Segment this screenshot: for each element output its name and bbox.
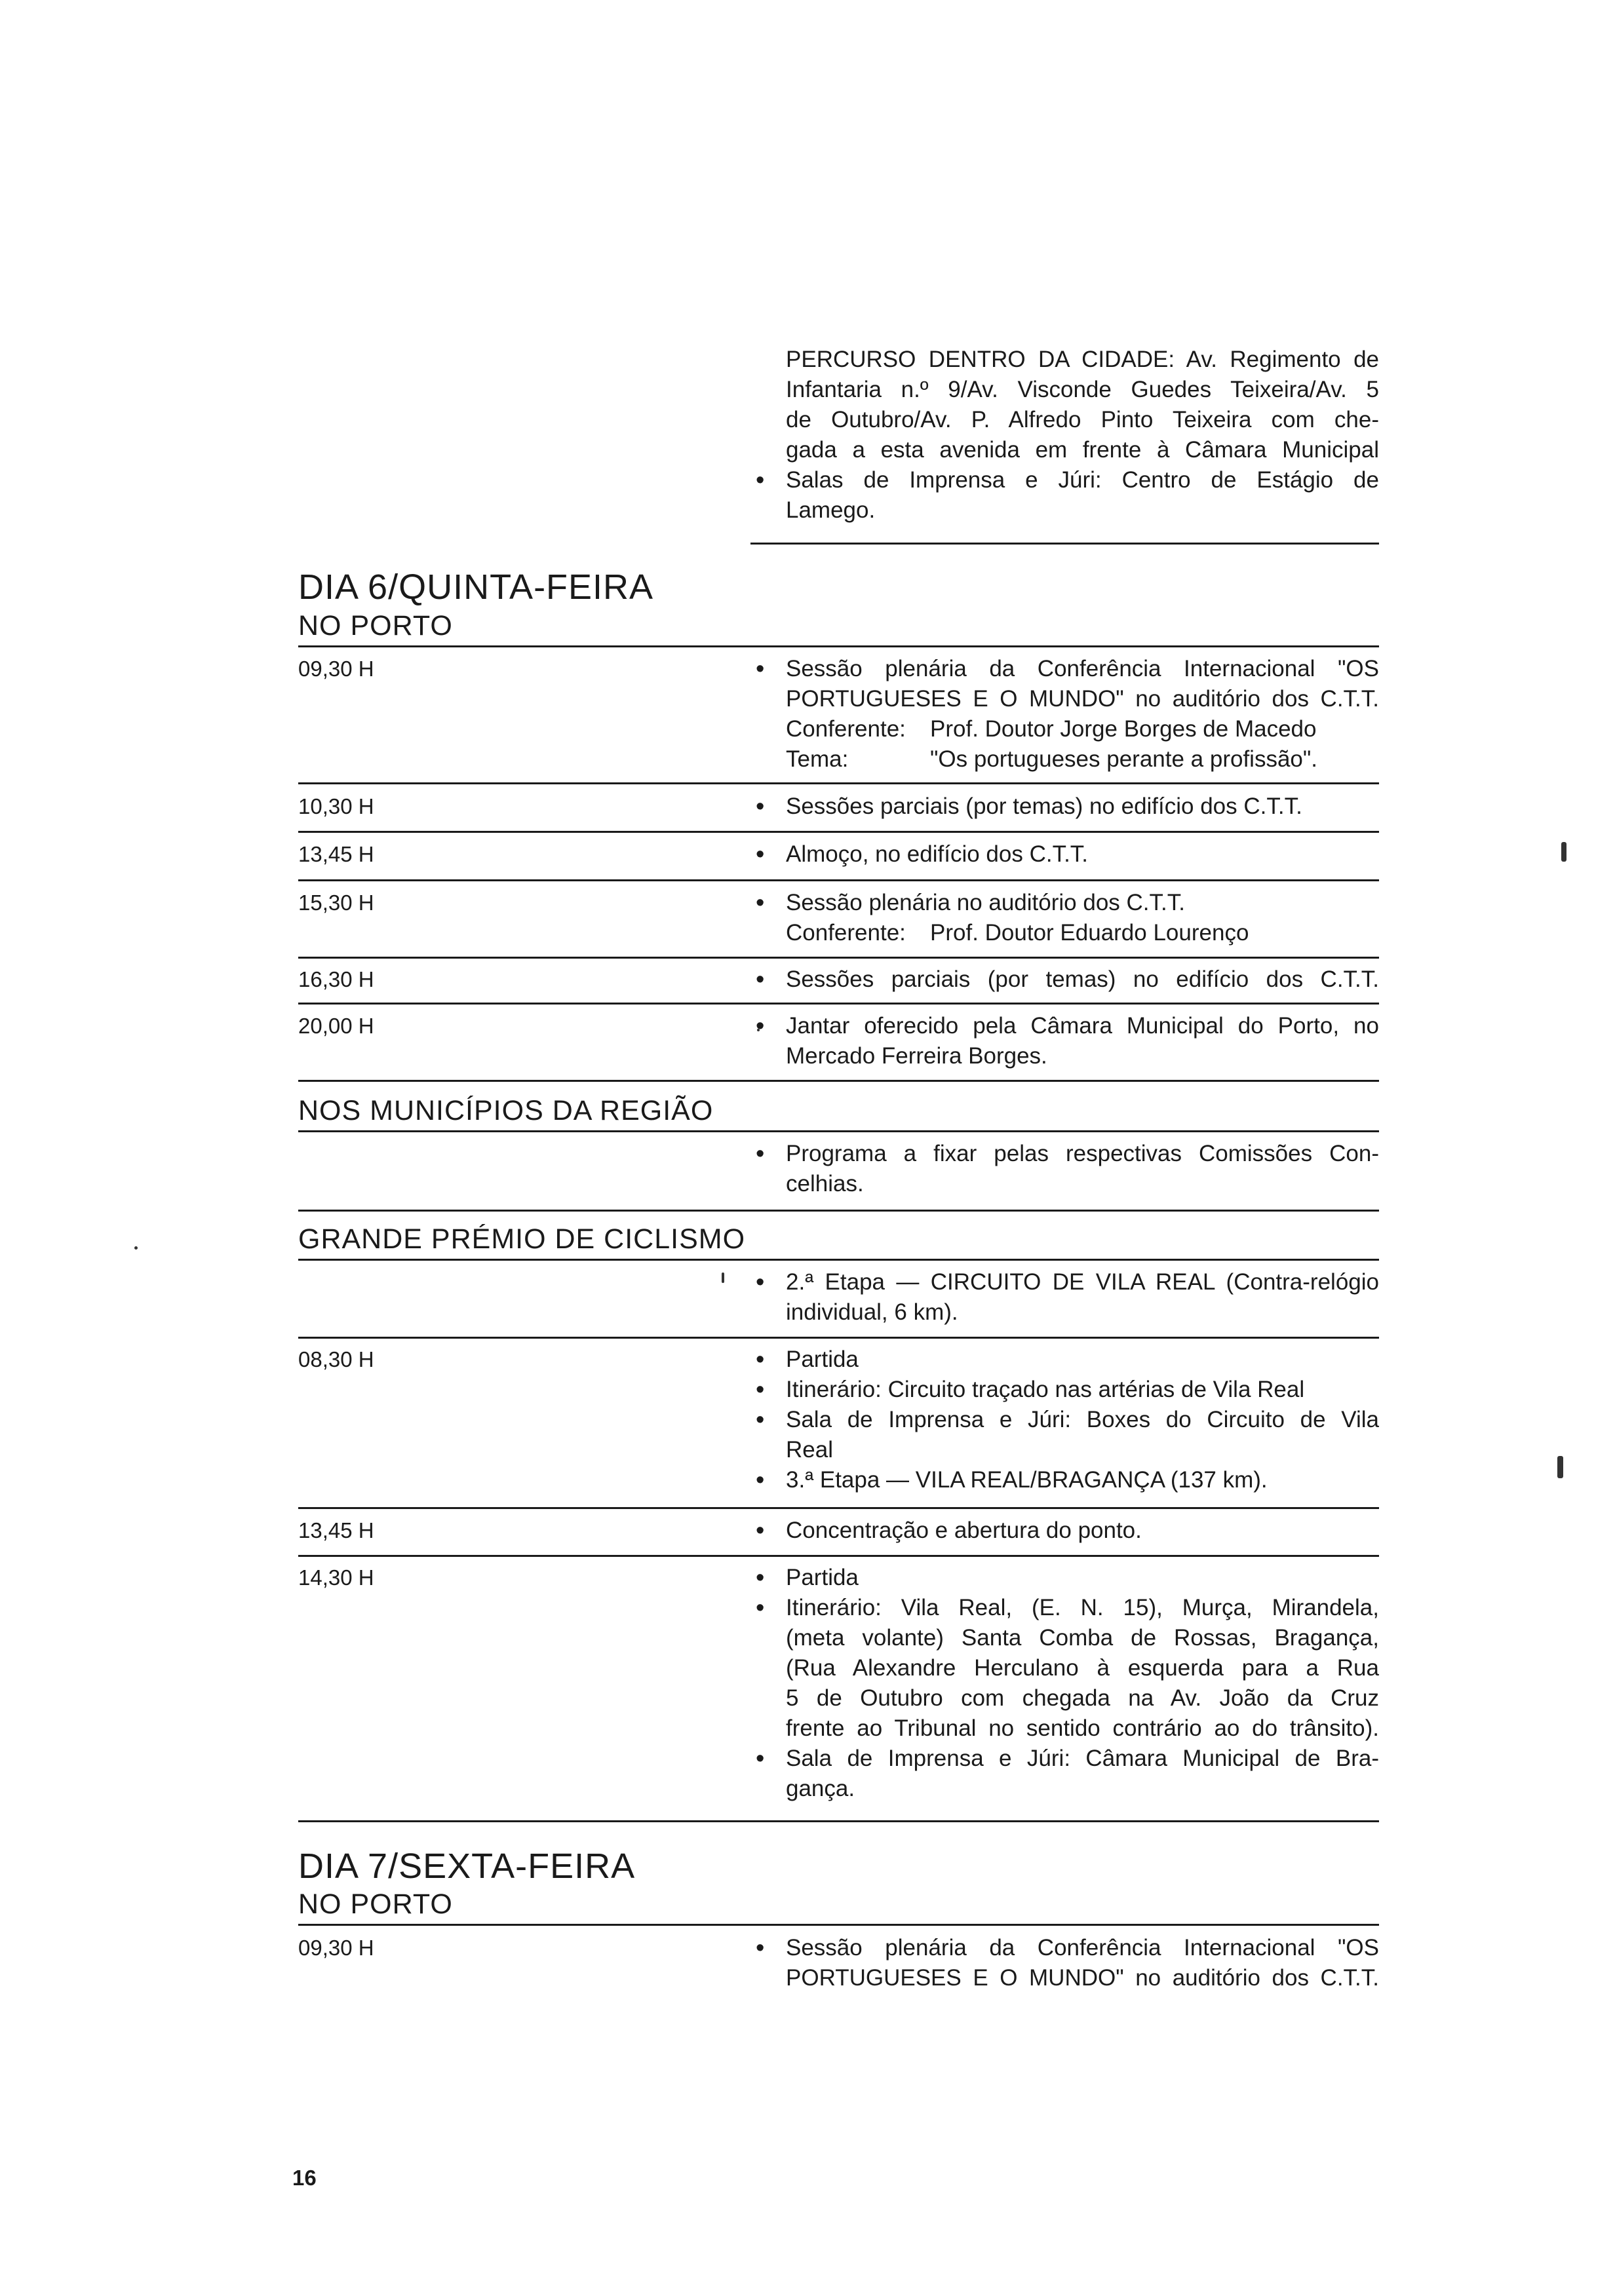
- divider: [298, 1080, 1379, 1082]
- day-title: DIA 6/QUINTA-FEIRA: [298, 567, 654, 607]
- divider: [298, 1003, 1379, 1004]
- detail-value: Prof. Doutor Jorge Borges de Macedo: [930, 716, 1317, 742]
- entry-line: Real: [786, 1437, 833, 1463]
- detail-label: Tema:: [786, 746, 849, 772]
- entry-line: • Sala de Imprensa e Júri: Câmara Municipal de Bra-: [786, 1744, 1379, 1774]
- scan-speck: [134, 1246, 138, 1250]
- detail-label: Conferente:: [786, 920, 906, 946]
- divider: [298, 1507, 1379, 1509]
- divider: [298, 1210, 1379, 1212]
- entry-line: frente ao Tribunal no sentido contrário ao do trânsito).: [786, 1715, 1379, 1741]
- intro-bullet-line: • Salas de Imprensa e Júri: Centro de Estágio de: [786, 465, 1379, 495]
- time-label: 08,30 H: [298, 1347, 374, 1371]
- divider: [298, 1337, 1379, 1339]
- time-label: 09,30 H: [298, 657, 374, 681]
- divider: [298, 1130, 1379, 1132]
- intro-line: gada a esta avenida em frente à Câmara Municipal: [786, 437, 1379, 463]
- entry-line: • Sessões parciais (por temas) no edifício dos C.T.T.: [786, 965, 1379, 995]
- entry-detail: [786, 744, 1379, 775]
- entry-line: • Itinerário: Circuito traçado nas artérias de Vila Real: [786, 1375, 1379, 1405]
- divider: [298, 1555, 1379, 1557]
- intro-line: PERCURSO DENTRO DA CIDADE: Av. Regimento de: [786, 347, 1379, 372]
- scan-speck: [1561, 842, 1566, 862]
- time-label: 20,00 H: [298, 1014, 374, 1038]
- scan-speck: [722, 1272, 724, 1283]
- schedule-entry: [786, 888, 1379, 948]
- entry-line: • Sala de Imprensa e Júri: Boxes do Circuito de Vila: [786, 1405, 1379, 1435]
- entry-detail: [786, 714, 1379, 744]
- entry-line: individual, 6 km).: [786, 1299, 958, 1325]
- entry-line: PORTUGUESES E O MUNDO" no auditório dos C.T.T.: [786, 686, 1379, 712]
- entry-detail: [786, 918, 1379, 948]
- schedule-entry: [786, 1563, 1379, 1804]
- entry-line: celhias.: [786, 1171, 864, 1196]
- entry-line: • Partida: [786, 1345, 1379, 1375]
- divider: [298, 1924, 1379, 1926]
- entry-line: • Concentração e abertura do ponto.: [786, 1516, 1379, 1546]
- entry-line: Mercado Ferreira Borges.: [786, 1043, 1047, 1069]
- entry-line: • Almoço, no edifício dos C.T.T.: [786, 839, 1379, 870]
- intro-paragraph: [786, 345, 1379, 526]
- entry-line: • Sessão plenária no auditório dos C.T.T.: [786, 888, 1379, 918]
- detail-value: "Os portugueses perante a profissão".: [930, 746, 1318, 772]
- section-heading: NO PORTO: [298, 610, 453, 641]
- schedule-entry: [786, 1267, 1379, 1328]
- divider: [298, 782, 1379, 784]
- time-label: 14,30 H: [298, 1565, 374, 1590]
- entry-line: • 2.ª Etapa — CIRCUITO DE VILA REAL (Contra-relógio: [786, 1267, 1379, 1297]
- intro-bullet-line: Lamego.: [786, 497, 876, 523]
- divider: [298, 645, 1379, 647]
- schedule-entry: [786, 965, 1379, 995]
- entry-line: • Sessões parciais (por temas) no edifício dos C.T.T.: [786, 792, 1379, 822]
- detail-value: Prof. Doutor Eduardo Lourenço: [930, 920, 1249, 946]
- divider: [298, 1820, 1379, 1822]
- time-label: 16,30 H: [298, 967, 374, 991]
- section-heading: NO PORTO: [298, 1888, 453, 1920]
- entry-line: gança.: [786, 1776, 855, 1801]
- time-label: 13,45 H: [298, 842, 374, 866]
- entry-line: • Partida: [786, 1563, 1379, 1593]
- entry-line: • Itinerário: Vila Real, (E. N. 15), Murça, Mirandela,: [786, 1593, 1379, 1623]
- entry-line: PORTUGUESES E O MUNDO" no auditório dos C.T.T.: [786, 1965, 1379, 1991]
- time-label: 15,30 H: [298, 890, 374, 915]
- intro-line: de Outubro/Av. P. Alfredo Pinto Teixeira com che-: [786, 407, 1379, 432]
- scan-speck: [757, 1029, 760, 1031]
- scan-speck: [1557, 1456, 1563, 1478]
- entry-line: 5 de Outubro com chegada na Av. João da Cruz: [786, 1685, 1379, 1711]
- entry-line: • Sessão plenária da Conferência Internacional "OS: [786, 654, 1379, 684]
- schedule-entry: [786, 1139, 1379, 1199]
- schedule-entry: [786, 839, 1379, 870]
- section-heading: GRANDE PRÉMIO DE CICLISMO: [298, 1223, 746, 1255]
- divider: [750, 543, 1379, 545]
- entry-line: • 3.ª Etapa — VILA REAL/BRAGANÇA (137 km).: [786, 1465, 1379, 1495]
- entry-line: (Rua Alexandre Herculano à esquerda para a Rua: [786, 1655, 1379, 1681]
- divider: [298, 957, 1379, 959]
- day-title: DIA 7/SEXTA-FEIRA: [298, 1846, 636, 1886]
- schedule-entry: [786, 654, 1379, 775]
- page-number: 16: [292, 2166, 317, 2190]
- detail-label: Conferente:: [786, 716, 906, 742]
- entry-line: • Jantar oferecido pela Câmara Municipal do Porto, no: [786, 1011, 1379, 1041]
- divider: [298, 879, 1379, 881]
- time-label: 13,45 H: [298, 1518, 374, 1542]
- intro-line: Infantaria n.º 9/Av. Visconde Guedes Teixeira/Av. 5: [786, 377, 1379, 402]
- entry-line: • Sessão plenária da Conferência Internacional "OS: [786, 1933, 1379, 1963]
- divider: [298, 831, 1379, 833]
- entry-line: (meta volante) Santa Comba de Rossas, Bragança,: [786, 1625, 1379, 1651]
- time-label: 09,30 H: [298, 1936, 374, 1960]
- schedule-entry: [786, 1516, 1379, 1546]
- divider: [298, 1259, 1379, 1261]
- schedule-entry: [786, 1011, 1379, 1071]
- schedule-entry: [786, 792, 1379, 822]
- section-heading: NOS MUNICÍPIOS DA REGIÃO: [298, 1095, 714, 1126]
- schedule-entry: [786, 1933, 1379, 1993]
- entry-line: • Programa a fixar pelas respectivas Comissões Con-: [786, 1139, 1379, 1169]
- schedule-entry: [786, 1345, 1379, 1495]
- time-label: 10,30 H: [298, 794, 374, 818]
